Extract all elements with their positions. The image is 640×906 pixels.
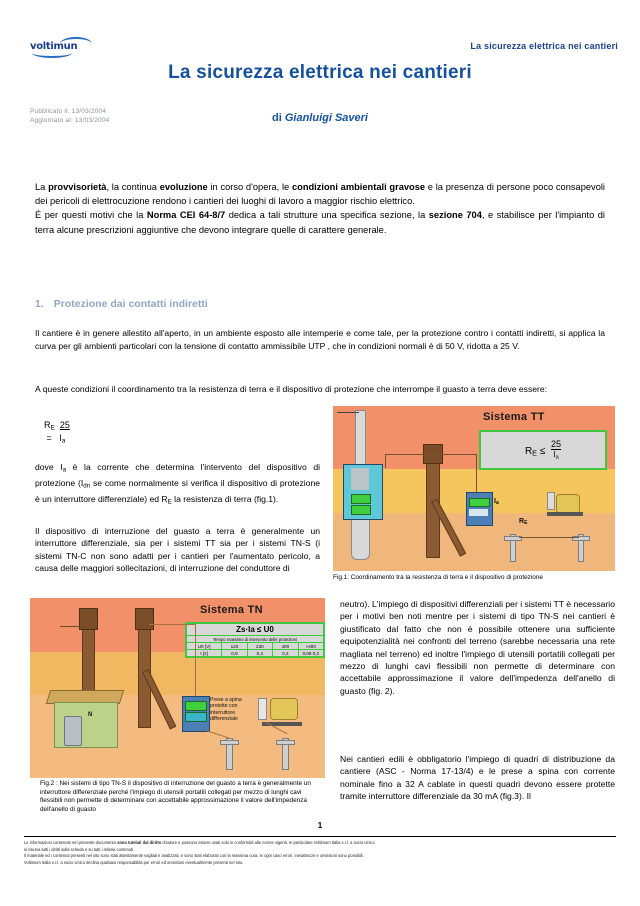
figure-2-overhead-line (149, 624, 196, 625)
figure-1-cabinet-led-1 (351, 494, 371, 504)
intro-paragraph: La provvisorietà, la continua evoluzione in corso d'opera, le condizioni ambientali gravose e la presenza di persone poco consapevoli dei pericoli di elettrocuzione rendono i cantieri dei luoghi di lavoro a maggior rischio elettrico. É per questi motivi che la Norma CEI 64-8/7 dedica a tali strutture una specifica sezione, la sezione 704, e stabilisce per l'impianto di terra alcune prescrizioni aggiuntive che devono integrare quelle di carattere generale. (35, 182, 605, 235)
figure-2-table (185, 622, 325, 658)
footer-line-2: si riserva tutti i diritti sulla scheda e su tutti i relativi contenuti. (24, 846, 135, 852)
figure-1-mixer-drum (556, 494, 580, 514)
figure-2-cell: 230 (248, 643, 273, 649)
voltimum-logo[interactable] (30, 38, 92, 56)
figure-2-mixer-motor (258, 698, 267, 720)
figure-2-system-title: Sistema TN (200, 604, 263, 616)
figure-1-drop-right (476, 454, 477, 494)
section-number: 1. (35, 298, 44, 310)
paragraph-1: Il cantiere è in genere allestito all'aperto, in un ambiente esposto alle intemperie e come tale, per la protezione contro i contatti indiretti, si applica la curva per gli ambienti particolari con la tensione di contatto ammissibile UTP , che in condizioni normali è di 50 V, ridotta a 25 V. (35, 328, 605, 351)
page-number: 1 (317, 821, 323, 830)
figure-2-mixer-drum (270, 698, 298, 720)
figure-2-table-row (187, 650, 323, 656)
formula-line-1: $R_E$ 25 (44, 420, 70, 432)
figure-2-line-drop (195, 624, 196, 696)
figure-2-pole-jumper (60, 626, 84, 627)
figure-1 (333, 406, 615, 581)
figure-1-label-re: $R_E$ (519, 518, 528, 527)
figure-2-image (30, 598, 325, 778)
footer-divider (24, 836, 616, 837)
figure-2-earth-rod-left-head (220, 740, 239, 745)
paragraph-5: neutro). L'impiego di dispositivi differenziali per i sistemi TT è necessario per i motivi ben noti mentre per i sistemi di tipo TN-S nei cantieri è giustificato dal fatto che non è possibile ottenere una sufficiente equipotenzialità nei confronti del terreno (sarebbe necessaria una rete magliata nel terreno) ed inoltre l'impiego di utensili portatili collegati per mezzo di lunghi cavi flessibili non permette di determinare con accettabile approssimazione il valore dell'impedenza dell'anello di guasto (fig. 2). (340, 599, 615, 696)
figure-1-mixer-frame (547, 512, 583, 516)
footer-disclaimer (24, 840, 616, 867)
figure-1-image (333, 406, 615, 571)
figure-2-caption: Fig.2 : Nei sistemi di tipo TN-S il dispositivo di interruzione del guasto a terra è generalmente un interruttore differenziale perché l'impiego di utensili portatili collegati per mezzo di lunghi cavi flessibili non permette di determinare con accettabile approssimazione il valore dell'impedenza dell'anello di guasto (40, 780, 311, 813)
figure-1-tower-wire (337, 412, 359, 413)
figure-2-cell: 400 (273, 643, 298, 649)
formula-line-2: = $I_a$ (44, 433, 66, 445)
figure-1-caption: Fig.1: Coordinamento tra la resistenza di terra e il dispositivo di protezione (333, 574, 543, 581)
byline (0, 112, 640, 124)
figure-2-board-led-row (185, 701, 207, 711)
logo-swoosh-icon (60, 37, 92, 45)
figure-2-socket-note: Prese a spina protette con interruttore differenziale (210, 697, 242, 723)
figure-2-ground-mid (30, 652, 325, 695)
figure-1-system-title: Sistema TT (483, 411, 545, 423)
figure-2-table-row (187, 643, 323, 650)
figure-2-cell: 120 (222, 643, 247, 649)
figure-1-formula-box (479, 430, 607, 470)
formula-re (44, 420, 70, 447)
figure-1-formula-numerator: 25 (551, 439, 562, 449)
figure-2-cell: >400 (305, 643, 316, 649)
formula-numerator: 25 (59, 420, 70, 430)
figure-2-transformer (64, 716, 82, 746)
author-name: Gianluigi Saveri (284, 112, 368, 124)
figure-2 (30, 598, 325, 813)
section-heading (35, 298, 605, 310)
figure-2-cell: 0,8 (222, 650, 247, 656)
figure-2-row-label: U0 [V] (187, 643, 222, 649)
figure-2-cell: 0,2 (273, 650, 298, 656)
running-head: La sicurezza elettrica nei cantieri (470, 41, 618, 51)
figure-1-board-led-row (469, 498, 490, 507)
figure-2-table-caption: Tempo massimo di intervento delle protezioni (187, 636, 323, 643)
section-title: Protezione dai contatti indiretti (53, 298, 208, 310)
figure-1-drop-left (385, 454, 386, 468)
figure-2-formula: Zs·Ia ≤ U0 (187, 624, 323, 636)
figure-2-cell: 0,4 (248, 650, 273, 656)
figure-1-formula-denominator: $I_a$ (553, 450, 559, 461)
figure-1-overhead-line (385, 454, 477, 455)
figure-1-cabinet-led-2 (351, 505, 371, 515)
byline-prefix: di (272, 112, 285, 124)
page-header (0, 0, 640, 60)
figure-1-formula-left: $R_E$ ≤ (524, 445, 546, 458)
figure-2-earth-rod-right-head (276, 740, 295, 745)
paragraph-2: A queste condizioni il coordinamento tra la resistenza di terra e il dispositivo di protezione che interrompe il guasto a terra deve essere: (35, 384, 548, 394)
paragraph-6: Nei cantieri edili è obbligatorio l'impiego di quadri di distribuzione da cantiere (ASC - Norma 17-13/4) e le prese a spina con corrente nominale fino a 32 A cablate in questi quadri devono essere protette tramite interruttore differenziale da 30 mA (fig.3). Il (340, 754, 615, 802)
logo-wordmark: voltimun (30, 41, 78, 52)
paragraph-3: dove $I_a$ è la corrente che determina l'intervento del dispositivo di protezione ($I_{dn}$ se come normalmente si verifica il dispositivo di protezione è un interruttore differenziale) ed $R_E$ la resistenza di terra (fig.1). (35, 462, 321, 505)
figure-1-mixer-motor (547, 492, 555, 510)
figure-2-neutral-label: N (88, 712, 93, 718)
updated-date: Aggiornato al: 13/03/2004 (30, 117, 110, 124)
page-title: La sicurezza elettrica nei cantieri (168, 62, 472, 83)
figure-1-cabinet-face (351, 468, 369, 490)
figure-2-row-label: t [s] (187, 650, 222, 656)
logo-underline-icon (32, 52, 72, 58)
figure-1-board-face (469, 509, 488, 516)
footer-line-3: Il materiale ed i contenuti presenti nel sito sono stati attentamente vagliati e analizzati, e sono stati elaborati con la massima cura. In ogni caso errori, inesattezze e omissioni sono possibili. (24, 853, 364, 859)
published-date: Pubblicato il: 13/03/2004 (30, 108, 107, 115)
footer-line-4: Voltimum Italia s.r.l. a socio Unico declina qualsiasi responsabilità per errori ed omissioni eventualmente presenti nel sito. (24, 860, 244, 866)
figure-2-board-socket-row (185, 712, 207, 722)
figure-1-earth-conductor (519, 537, 579, 538)
figure-2-cell: 0,08 0,2 (302, 650, 320, 656)
figure-2-pole-right-insulator (135, 608, 154, 630)
footer-line-1: Le informazioni contenute nel presente documento sono tutelati dal diritto d'autore e possono essere usati solo in conformità alle norme vigenti. In particolare Voltimum Italia s.r.l. a socio Unico (24, 840, 375, 845)
figure-1-label-ia: $I_a$ (494, 498, 499, 507)
paragraph-4: Il dispositivo di interruzione del guasto a terra è generalmente un interruttore differenziale, sia per i sistemi TT sia per i sistemi TN-S (i sistemi TN-C non sono adatti per i cantieri per l'aumentato pericolo, a causa delle maggiori sollecitazioni, di interruzione del conduttore di (35, 526, 320, 574)
